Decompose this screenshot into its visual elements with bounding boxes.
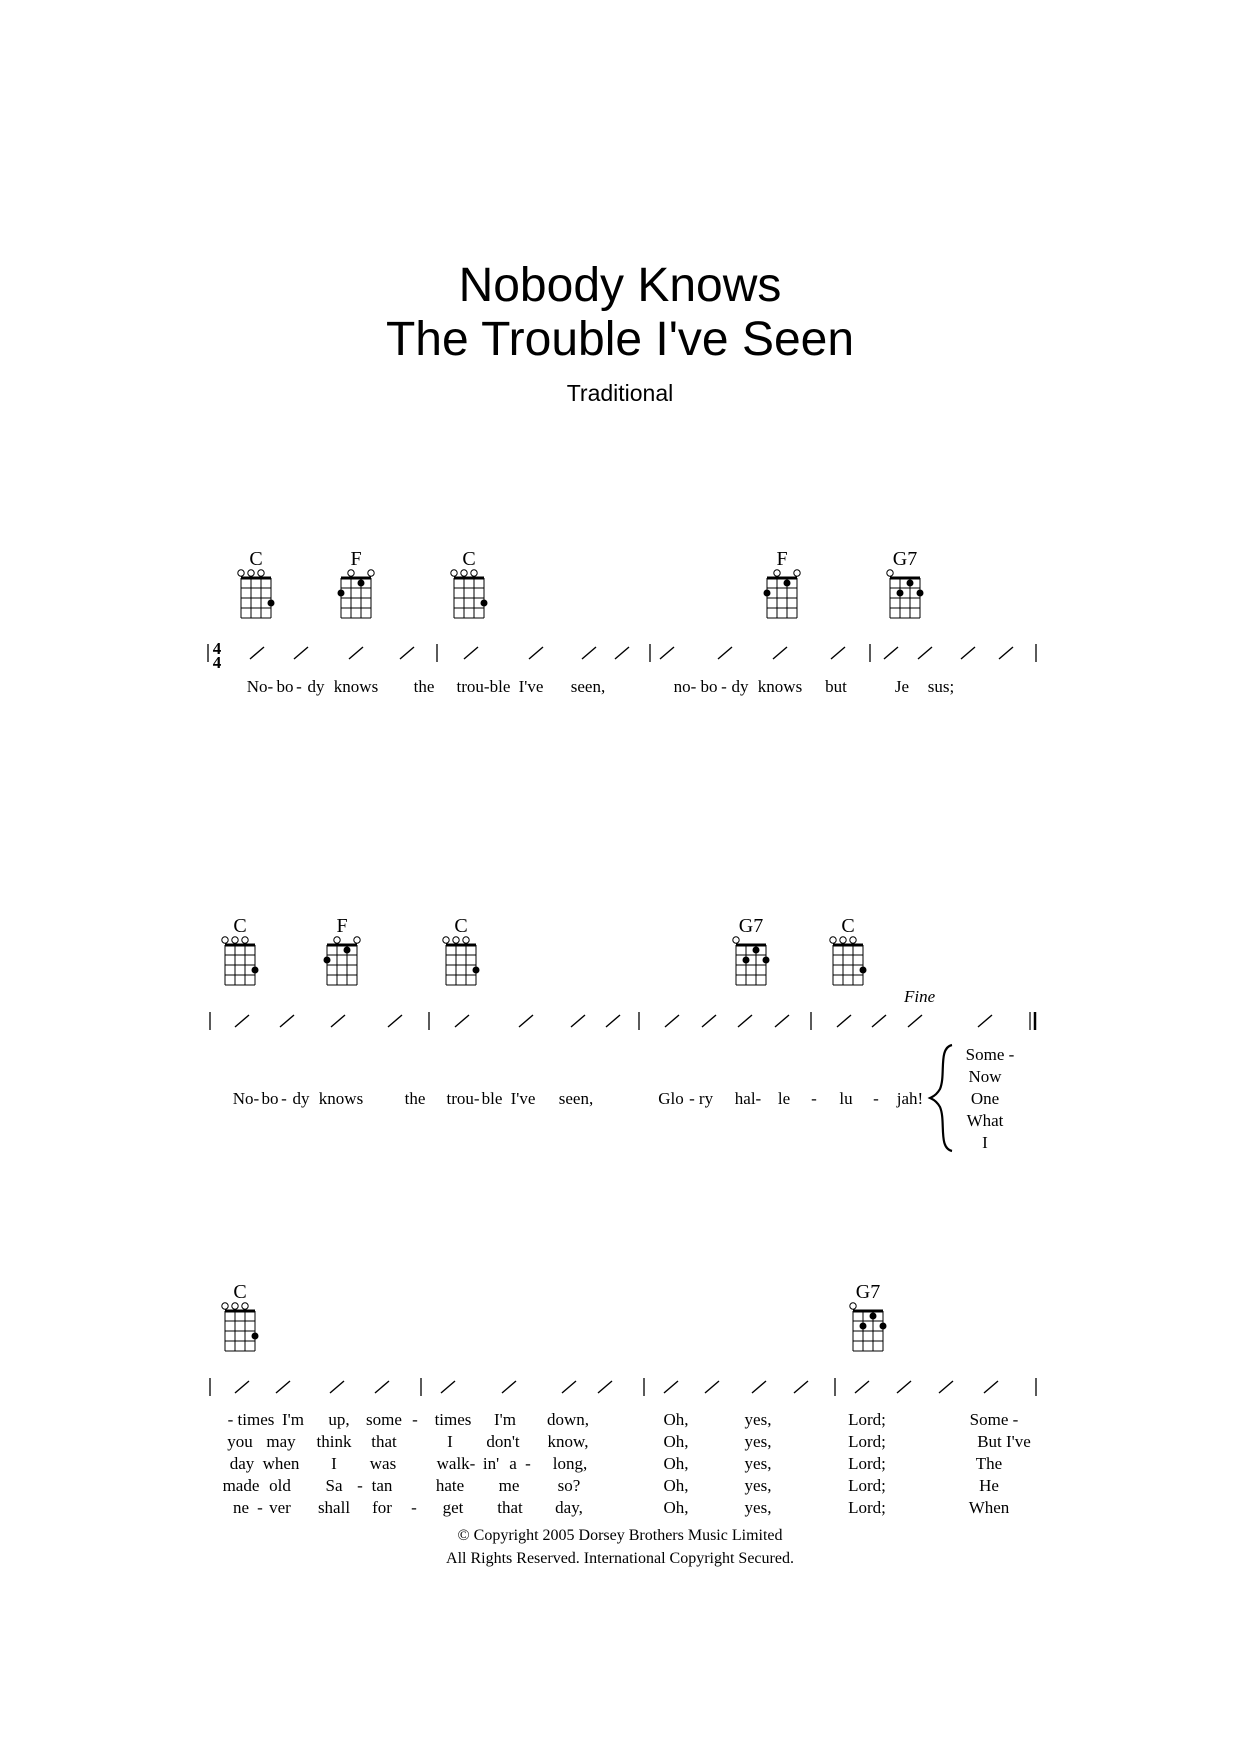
- lyric-syllable: I: [447, 1432, 453, 1451]
- beat-slash: [330, 1381, 344, 1393]
- open-string-marker: [232, 937, 238, 943]
- time-signature-bottom: 4: [212, 653, 222, 672]
- beat-slash: [660, 647, 674, 659]
- beat-slash: [235, 1381, 249, 1393]
- beat-slash: [775, 1015, 789, 1027]
- beat-slash: [855, 1381, 869, 1393]
- lyric-syllable: Oh,: [663, 1454, 689, 1473]
- beat-slash: [978, 1015, 992, 1027]
- finger-dot: [268, 600, 275, 607]
- finger-dot: [473, 967, 480, 974]
- lyric-syllable: -: [296, 677, 302, 696]
- lyric-syllable: dy: [731, 677, 749, 696]
- lyric-syllable: bo: [700, 677, 718, 696]
- lyric-syllable: The: [975, 1454, 1003, 1473]
- lyric-syllable: I: [331, 1454, 337, 1473]
- beat-slash: [400, 647, 414, 659]
- finger-dot: [753, 947, 760, 954]
- lyric-syllable: But I've: [977, 1432, 1031, 1451]
- beat-slash: [280, 1015, 294, 1027]
- lyric-syllable: a: [509, 1454, 517, 1473]
- lyric-syllable: ble: [489, 677, 511, 696]
- finger-dot: [338, 590, 345, 597]
- lyric-syllable: day: [229, 1454, 255, 1473]
- beat-slash: [502, 1381, 516, 1393]
- open-string-marker: [830, 937, 836, 943]
- lyric-syllable: No-: [232, 1089, 260, 1108]
- lyric-syllable: knows: [318, 1089, 364, 1108]
- beat-slash: [349, 647, 363, 659]
- lyric-syllable: sus;: [927, 677, 955, 696]
- lyric-syllable: Oh,: [663, 1410, 689, 1429]
- beat-slash: [773, 647, 787, 659]
- lyric-syllable: that: [497, 1498, 523, 1517]
- title-line-1: Nobody Knows: [458, 259, 782, 312]
- lyric-syllable: yes,: [744, 1476, 772, 1495]
- verse-start-syllable: Now: [968, 1067, 1002, 1086]
- lyric-syllable: knows: [333, 677, 379, 696]
- lyric-syllable: down,: [546, 1410, 590, 1429]
- beat-slash: [615, 647, 629, 659]
- beat-slash: [276, 1381, 290, 1393]
- lyric-syllable: get: [442, 1498, 464, 1517]
- beat-slash: [884, 647, 898, 659]
- lyric-syllable: up,: [328, 1410, 350, 1429]
- beat-slash: [984, 1381, 998, 1393]
- chord-name: G7: [892, 548, 918, 570]
- lyric-syllable: may: [266, 1432, 296, 1451]
- finger-dot: [907, 580, 914, 587]
- open-string-marker: [354, 937, 360, 943]
- finger-dot: [358, 580, 365, 587]
- open-string-marker: [238, 570, 244, 576]
- copyright-line-2: All Rights Reserved. International Copyright Secured.: [446, 1550, 794, 1567]
- lyric-syllable: I'm: [282, 1410, 304, 1429]
- open-string-marker: [887, 570, 893, 576]
- chord-name: G7: [738, 915, 764, 937]
- beat-slash: [388, 1015, 402, 1027]
- open-string-marker: [232, 1303, 238, 1309]
- chord-name: F: [350, 548, 362, 570]
- chord-name: G7: [855, 1281, 881, 1303]
- lyric-syllable: -: [411, 1498, 417, 1517]
- verse-start-syllable: One: [970, 1089, 1000, 1108]
- lyric-syllable: yes,: [744, 1410, 772, 1429]
- lyric-syllable: I'm: [494, 1410, 516, 1429]
- open-string-marker: [471, 570, 477, 576]
- lyric-syllable: think: [316, 1432, 352, 1451]
- beat-slash: [294, 647, 308, 659]
- open-string-marker: [453, 937, 459, 943]
- chord-name: C: [462, 548, 476, 570]
- lyric-syllable: bo: [261, 1089, 279, 1108]
- open-string-marker: [334, 937, 340, 943]
- beat-slash: [738, 1015, 752, 1027]
- lyric-syllable: the: [413, 677, 435, 696]
- lyric-syllable: yes,: [744, 1454, 772, 1473]
- lyric-syllable: when: [262, 1454, 300, 1473]
- beat-slash: [872, 1015, 886, 1027]
- lyric-syllable: Sa: [325, 1476, 343, 1495]
- lyric-syllable: was: [369, 1454, 397, 1473]
- verse-start-syllable: I: [982, 1133, 988, 1152]
- finger-dot: [252, 1333, 259, 1340]
- lyric-syllable: old: [269, 1476, 291, 1495]
- lyric-syllable: -: [721, 677, 727, 696]
- lyric-syllable: the: [404, 1089, 426, 1108]
- finger-dot: [481, 600, 488, 607]
- lyric-syllable: Glo: [658, 1089, 684, 1108]
- finger-dot: [344, 947, 351, 954]
- open-string-marker: [443, 937, 449, 943]
- finger-dot: [860, 967, 867, 974]
- beat-slash: [455, 1015, 469, 1027]
- title-line-2: The Trouble I've Seen: [385, 313, 855, 366]
- chord-name: C: [454, 915, 468, 937]
- beat-slash: [939, 1381, 953, 1393]
- beat-slash: [464, 647, 478, 659]
- lyric-syllable: -: [689, 1089, 695, 1108]
- lyric-syllable: le: [777, 1089, 791, 1108]
- lyric-syllable: Je: [894, 677, 910, 696]
- lyric-syllable: -: [525, 1454, 531, 1473]
- lyric-syllable: hate: [435, 1476, 465, 1495]
- verse-start-syllable: What: [966, 1111, 1004, 1130]
- beat-slash: [897, 1381, 911, 1393]
- lyric-syllable: shall: [317, 1498, 351, 1517]
- open-string-marker: [461, 570, 467, 576]
- lyric-syllable: ry: [698, 1089, 714, 1108]
- lyric-syllable: but: [825, 677, 847, 696]
- lyric-syllable: knows: [757, 677, 803, 696]
- finger-dot: [784, 580, 791, 587]
- finger-dot: [897, 590, 904, 597]
- beat-slash: [665, 1015, 679, 1027]
- lyric-syllable: -: [357, 1476, 363, 1495]
- beat-slash: [918, 647, 932, 659]
- lyric-syllable: walk-: [436, 1454, 476, 1473]
- lyric-syllable: Lord;: [848, 1410, 886, 1429]
- lyric-syllable: trou-: [456, 677, 490, 696]
- lyric-syllable: bo: [276, 677, 294, 696]
- finger-dot: [763, 957, 770, 964]
- lyric-syllable: ne: [232, 1498, 250, 1517]
- lyric-syllable: Lord;: [848, 1432, 886, 1451]
- lyric-syllable: long,: [552, 1454, 588, 1473]
- lyric-syllable: jah!: [896, 1089, 924, 1108]
- lyric-syllable: for: [372, 1498, 392, 1517]
- lyric-syllable: He: [979, 1476, 999, 1495]
- beat-slash: [441, 1381, 455, 1393]
- finger-dot: [764, 590, 771, 597]
- lyric-syllable: Some -: [969, 1410, 1019, 1429]
- lyric-syllable: -: [281, 1089, 287, 1108]
- lyric-syllable: some: [366, 1410, 402, 1429]
- lyric-syllable: - times: [227, 1410, 275, 1429]
- composer: Traditional: [566, 380, 674, 406]
- lyric-syllable: don't: [486, 1432, 520, 1451]
- copyright-line-1: © Copyright 2005 Dorsey Brothers Music Limited: [457, 1527, 783, 1544]
- open-string-marker: [733, 937, 739, 943]
- lyric-syllable: lu: [839, 1089, 853, 1108]
- open-string-marker: [258, 570, 264, 576]
- beat-slash: [250, 647, 264, 659]
- lyric-syllable: Lord;: [848, 1454, 886, 1473]
- open-string-marker: [850, 937, 856, 943]
- lyric-syllable: trou-: [446, 1089, 480, 1108]
- lyric-syllable: No-: [246, 677, 274, 696]
- lyric-syllable: -: [811, 1089, 817, 1108]
- beat-slash: [718, 647, 732, 659]
- lyric-syllable: tan: [371, 1476, 393, 1495]
- lyric-syllable: When: [968, 1498, 1010, 1517]
- beat-slash: [831, 647, 845, 659]
- beat-slash: [702, 1015, 716, 1027]
- lyric-syllable: Lord;: [848, 1476, 886, 1495]
- beat-slash: [571, 1015, 585, 1027]
- open-string-marker: [774, 570, 780, 576]
- beat-slash: [961, 647, 975, 659]
- lyric-syllable: ver: [269, 1498, 291, 1517]
- open-string-marker: [248, 570, 254, 576]
- chord-name: C: [841, 915, 855, 937]
- lyric-syllable: me: [498, 1476, 520, 1495]
- time-signature-top: 4: [212, 639, 222, 658]
- finger-dot: [860, 1323, 867, 1330]
- beat-slash: [705, 1381, 719, 1393]
- beat-slash: [664, 1381, 678, 1393]
- open-string-marker: [242, 937, 248, 943]
- lyric-syllable: day,: [555, 1498, 583, 1517]
- lyric-syllable: so?: [557, 1476, 581, 1495]
- lyric-syllable: in': [482, 1454, 500, 1473]
- lyric-syllable: Oh,: [663, 1476, 689, 1495]
- lyric-syllable: Oh,: [663, 1432, 689, 1451]
- beat-slash: [794, 1381, 808, 1393]
- lyric-syllable: -: [412, 1410, 418, 1429]
- lyric-syllable: dy: [307, 677, 325, 696]
- open-string-marker: [368, 570, 374, 576]
- finger-dot: [252, 967, 259, 974]
- verse-start-syllable: Some -: [965, 1045, 1015, 1064]
- beat-slash: [598, 1381, 612, 1393]
- beat-slash: [582, 647, 596, 659]
- beat-slash: [235, 1015, 249, 1027]
- lyric-syllable: -: [873, 1089, 879, 1108]
- lyric-syllable: made: [222, 1476, 260, 1495]
- open-string-marker: [242, 1303, 248, 1309]
- lyric-syllable: Lord;: [848, 1498, 886, 1517]
- beat-slash: [562, 1381, 576, 1393]
- beat-slash: [752, 1381, 766, 1393]
- chord-name: F: [336, 915, 348, 937]
- beat-slash: [529, 647, 543, 659]
- open-string-marker: [794, 570, 800, 576]
- lyric-syllable: dy: [292, 1089, 310, 1108]
- lyric-syllable: Oh,: [663, 1498, 689, 1517]
- lyric-syllable: yes,: [744, 1498, 772, 1517]
- beat-slash: [331, 1015, 345, 1027]
- verse-brace: [930, 1045, 952, 1151]
- finger-dot: [917, 590, 924, 597]
- beat-slash: [606, 1015, 620, 1027]
- lyric-syllable: yes,: [744, 1432, 772, 1451]
- lyric-syllable: that: [371, 1432, 397, 1451]
- lyric-syllable: seen,: [570, 677, 606, 696]
- beat-slash: [908, 1015, 922, 1027]
- fine-marking: Fine: [904, 987, 936, 1006]
- lyric-syllable: seen,: [558, 1089, 594, 1108]
- beat-slash: [999, 647, 1013, 659]
- open-string-marker: [451, 570, 457, 576]
- finger-dot: [870, 1313, 877, 1320]
- lyric-syllable: no-: [673, 677, 697, 696]
- beat-slash: [375, 1381, 389, 1393]
- finger-dot: [743, 957, 750, 964]
- open-string-marker: [348, 570, 354, 576]
- open-string-marker: [840, 937, 846, 943]
- open-string-marker: [222, 1303, 228, 1309]
- lyric-syllable: know,: [547, 1432, 589, 1451]
- chord-name: C: [233, 1281, 247, 1303]
- lyric-syllable: I've: [518, 677, 544, 696]
- lyric-syllable: hal-: [734, 1089, 762, 1108]
- lyric-syllable: times: [434, 1410, 472, 1429]
- beat-slash: [519, 1015, 533, 1027]
- open-string-marker: [850, 1303, 856, 1309]
- lyric-syllable: ble: [481, 1089, 503, 1108]
- lyric-syllable: -: [257, 1498, 263, 1517]
- chord-name: F: [776, 548, 788, 570]
- open-string-marker: [222, 937, 228, 943]
- open-string-marker: [463, 937, 469, 943]
- chord-name: C: [233, 915, 247, 937]
- finger-dot: [880, 1323, 887, 1330]
- chord-name: C: [249, 548, 263, 570]
- beat-slash: [837, 1015, 851, 1027]
- lyric-syllable: I've: [510, 1089, 536, 1108]
- lyric-syllable: you: [227, 1432, 253, 1451]
- finger-dot: [324, 957, 331, 964]
